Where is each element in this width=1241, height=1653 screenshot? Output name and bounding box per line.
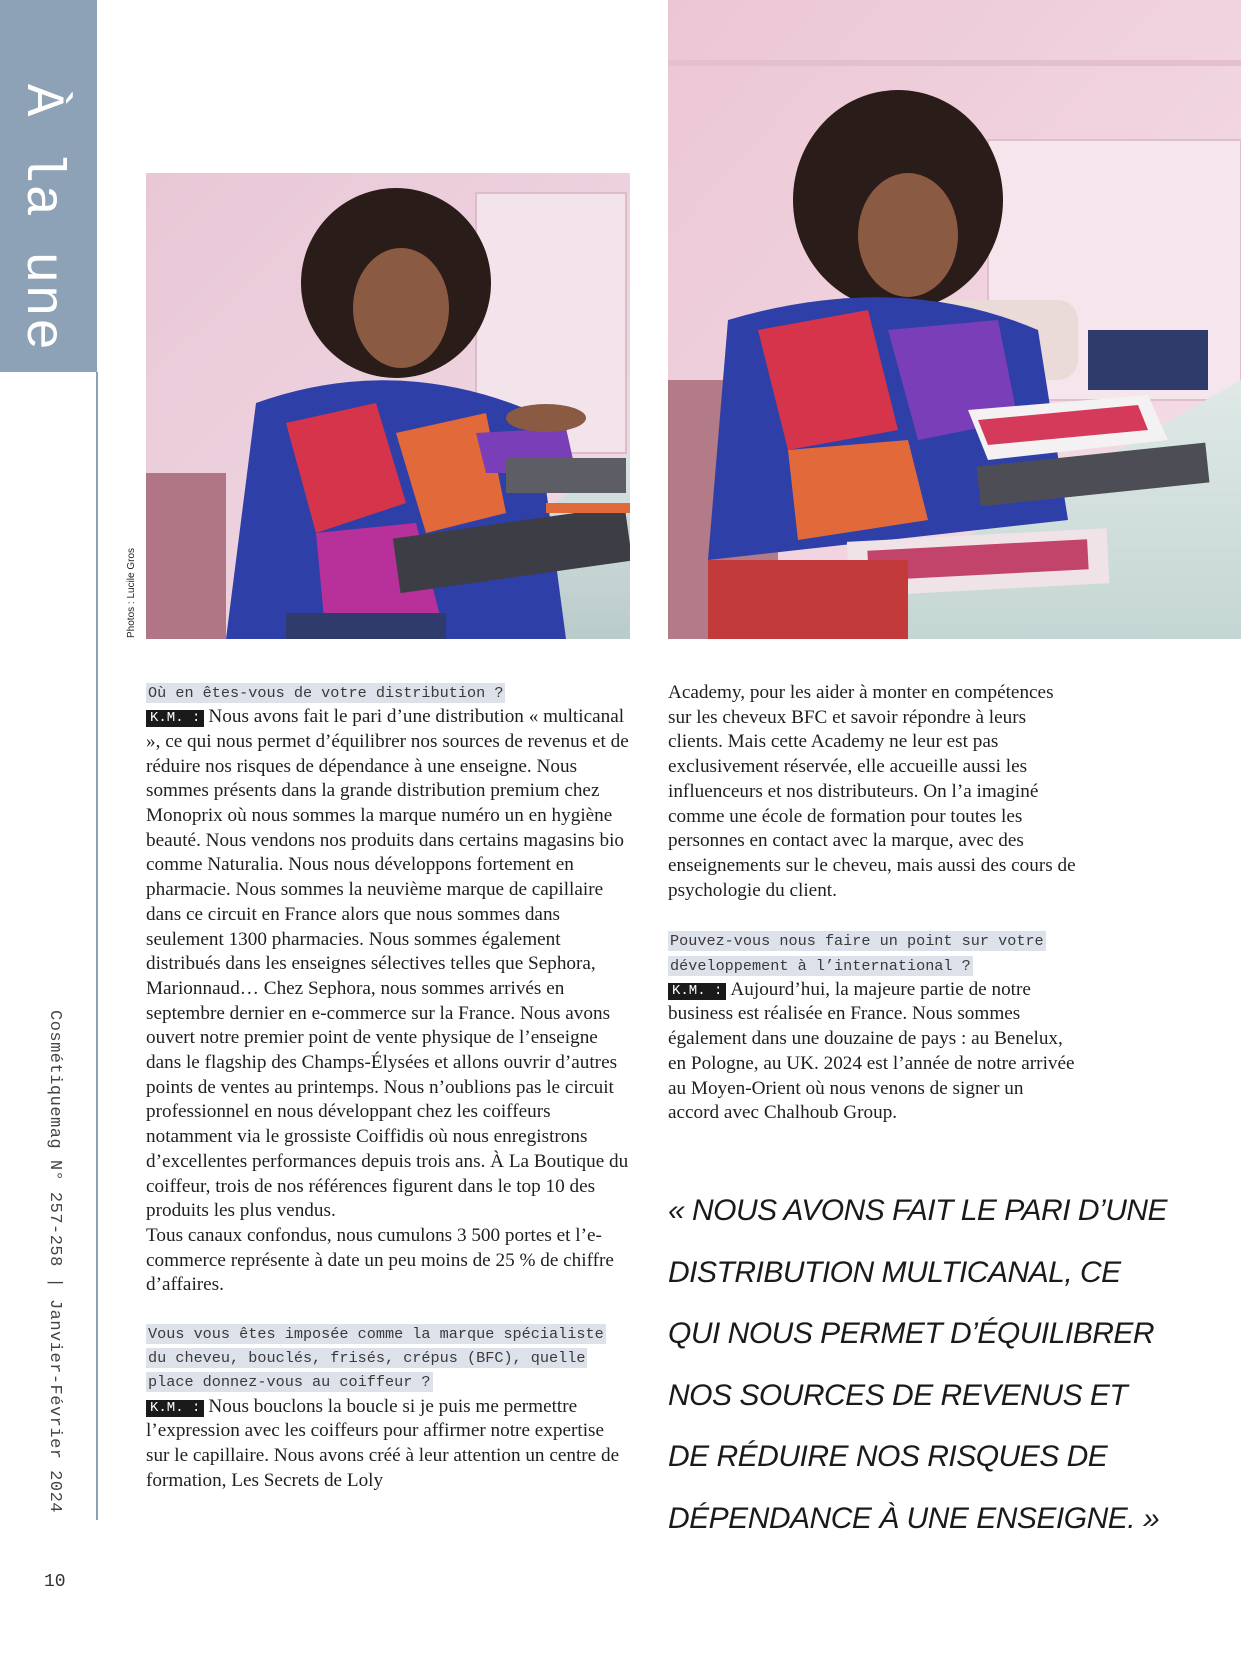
article-column-left [146, 681, 630, 1494]
speaker-tag: K.M. : [146, 1400, 204, 1417]
interview-photo-gesturing [146, 173, 630, 639]
pull-quote: « NOUS AVONS FAIT LE PARI D’UNE DISTRIBUTION MULTICANAL, CE QUI NOUS PERMET D’ÉQUILIBRER NOS SOURCES DE REVENUS ET DE RÉDUIRE NOS RISQUES DE DÉPENDANCE À UNE ENSEIGNE. » [668, 1194, 1168, 1535]
speaker-tag: K.M. : [146, 710, 204, 727]
page-number: 10 [44, 1572, 66, 1592]
magazine-issue-info: Cosmétiquemag N° 257-258 | Janvier-Février 2024 [45, 1010, 64, 1513]
interview-question: Vous vous êtes imposée comme la marque spécialiste du cheveu, bouclés, frisés, crépus (BFC), quelle place donnez-vous au coiffeur ? [148, 1325, 604, 1392]
answer-paragraph: Tous canaux confondus, nous cumulons 3 500 portes et l’e-commerce représente à date un peu moins de 25 % de chiffre d’affaires. [146, 1224, 614, 1296]
section-title: À la une [11, 84, 72, 352]
interview-answer: K.M. : Nous bouclons la boucle si je puis me permettre l’expression avec les coiffeurs pour affirmer notre expertise sur le capillaire. Nous avons créé à leur attention un centre de formation, Les Secrets de Loly [146, 1395, 620, 1491]
interview-question: Pouvez-vous nous faire un point sur votre développement à l’international ? [670, 932, 1044, 975]
interview-question: Où en êtes-vous de votre distribution ? [148, 684, 504, 702]
interview-answer: K.M. : Nous avons fait le pari d’une distribution « multicanal », ce qui nous permet d’équilibrer nos sources de revenus et de réduire nos risques de dépendance à une enseigne. Nous sommes présents dans la grande distribution premium chez Monoprix où nous sommes la marque numéro un en hygiène beauté. Nous vendons nos produits dans certains magasins bio comme Naturalia. Nous nous développons fortement en pharmacie. Nous sommes la neuvième marque de capillaire dans ce circuit en France alors que nous sommes dans seulement 1300 pharmacies. Nous sommes également distribués dans les enseignes sélectives telles que Sephora, Marionnaud… Chez Sephora, nous sommes arrivés en septembre dernier en e-commerce sur la France. Nous avons ouvert notre premier point de vente physique de l’enseigne dans le flagship des Champs-Élysées et allons ouvrir d’autres points de ventes au printemps. Nous n’oublions pas le circuit professionnel en nous développant chez les coiffeurs notamment via le grossiste Coiffidis où nous enregistrons d’excellentes performances depuis trois ans. À La Boutique du coiffeur, trois de nos références figurent dans le top 10 des produits les plus vendus. Tous canaux confondus, nous cumulons 3 500 portes et l’e-commerce représente à date un peu moins de 25 % de chiffre d’affaires. [146, 705, 630, 1298]
interview-answer-continued: Academy, pour les aider à monter en compétences sur les cheveux BFC et savoir répondre à leurs clients. Mais cette Academy ne leur est pas exclusivement réservée, elle accueille aussi les influenceurs et nos distributeurs. On l’a imaginé comme une école de formation pour toutes les personnes en contact avec la marque, avec des enseignements sur le cheveu, mais aussi des cours de psychologie du client. [668, 682, 1076, 901]
section-rubric [0, 0, 97, 372]
speaker-tag: K.M. : [668, 983, 726, 1000]
article-column-right [668, 681, 1078, 1126]
interview-answer: K.M. : Aujourd’hui, la majeure partie de notre business est réalisée en France. Nous sommes également dans une douzaine de pays : au Benelux, en Pologne, au UK. 2024 est l’année de notre arrivée au Moyen-Orient où nous venons de signer un accord avec Chalhoub Group. [668, 978, 1075, 1124]
interview-photo-reading [668, 0, 1241, 639]
margin-rule [96, 372, 98, 1520]
photo-credit: Photos : Lucile Gros [126, 547, 137, 638]
